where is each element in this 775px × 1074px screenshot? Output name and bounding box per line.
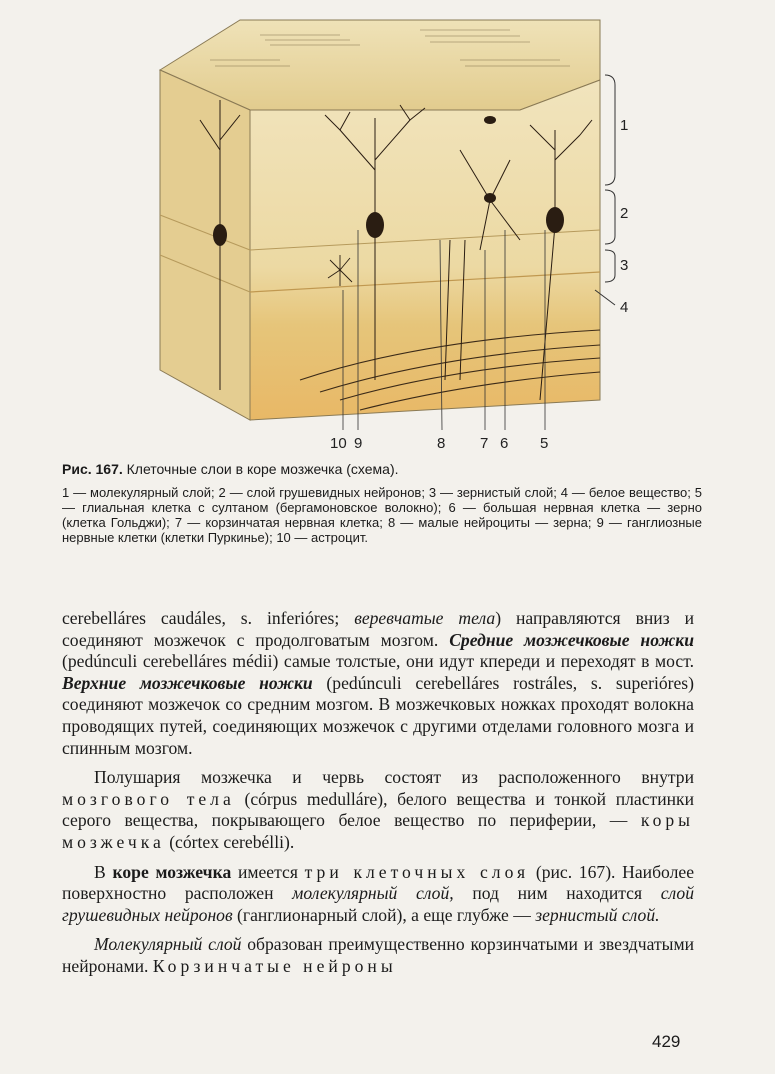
layer-label-2: 2 [620,205,629,222]
cell-label-10: 10 [330,435,347,452]
text-run: под ним находится [453,883,661,904]
bold-italic-term: Средние мозжечковые ножки [449,629,695,650]
italic-term: Молекулярный слой [94,934,242,955]
caption-title-text: Клеточные слои в коре мозжечка (схема). [122,461,399,477]
cell-label-6: 6 [500,435,509,452]
text-run: (córpus medulláre), белого вещества и тонкой пластинки серого вещества, покрывающего белое вещество по периферии, — [62,788,694,831]
text-run: (córtex cerebélli). [164,831,295,852]
figure-caption [62,462,702,545]
caption-figure-number: Рис. 167. [62,461,123,477]
layer-label-3: 3 [620,257,629,274]
bold-term: коре мозжечка [112,861,232,882]
text-run: cerebelláres caudáles, s. inferióres; [62,608,355,628]
italic-term: веревчатые тела [354,608,496,628]
layer-label-4: 4 [620,299,629,316]
cell-label-5: 5 [540,435,549,452]
italic-term: молекулярный слой, [292,883,454,904]
body-text [62,608,694,978]
cerebellum-cortex-figure [40,0,740,460]
caption-title [62,462,702,477]
text-run: ) направляются вниз и соединяют мозжечок с продолговатым мозгом. [62,608,694,650]
paragraph-3 [62,862,694,927]
caption-legend: 1 — молекулярный слой; 2 — слой грушевидных нейронов; 3 — зернистый слой; 4 — белое вещество; 5 — глиальная клетка с султаном (бергамоновское волокно); 6 — большая нервная клетка — зерно (клетка Гольджи); 7 — корзинчатая нервная клетка; 8 — малые нейроциты — зерна; 9 — ганглиозные нервные клетки (клетки Пуркинье); 10 — астроцит. [62,485,702,545]
page-number: 429 [652,1032,681,1051]
italic-term: слой грушевидных нейронов [62,883,694,925]
figure-illustration [40,0,740,460]
cell-label-9: 9 [354,435,363,452]
spaced-term: коры мозжечка [62,810,694,852]
text-run: (рис. 167). Наиболее поверхностно расположен [62,861,695,904]
spaced-term: Корзинчатые нейроны [152,955,397,976]
text-run: (ганглионарный слой), а еще глубже — [232,904,536,925]
text-run: Полушария мозжечка и червь состоят из расположенного внутри [94,767,694,788]
cell-label-7: 7 [480,435,489,452]
cell-label-8: 8 [437,435,446,452]
paragraph-2 [62,767,694,853]
text-run: имеется [231,861,305,882]
layer-label-1: 1 [620,117,629,134]
text-run: (pedúnculi cerebelláres médii) самые толстые, они идут кпереди и переходят в мост. [62,651,694,672]
text-run: образован преимущественно корзинчатыми и звездчатыми нейронами. [62,934,694,976]
spaced-term: мозгового тела [62,788,235,809]
italic-term: зернистый слой. [535,904,660,925]
paragraph-1 [62,608,694,759]
text-run: (pedúnculi cerebelláres rostráles, s. superióres) соединяют мозжечок со средним мозгом. В мозжечковых ножках проходят волокна проводящих путей, соединяющих мозжечок с другими отделами головного мозга и спинным мозгом. [62,672,694,758]
text-run: В [94,861,113,882]
paragraph-4 [62,934,694,977]
bold-italic-term: Верхние мозжечковые ножки [62,672,313,693]
spaced-term: три клеточных слоя [304,861,530,882]
